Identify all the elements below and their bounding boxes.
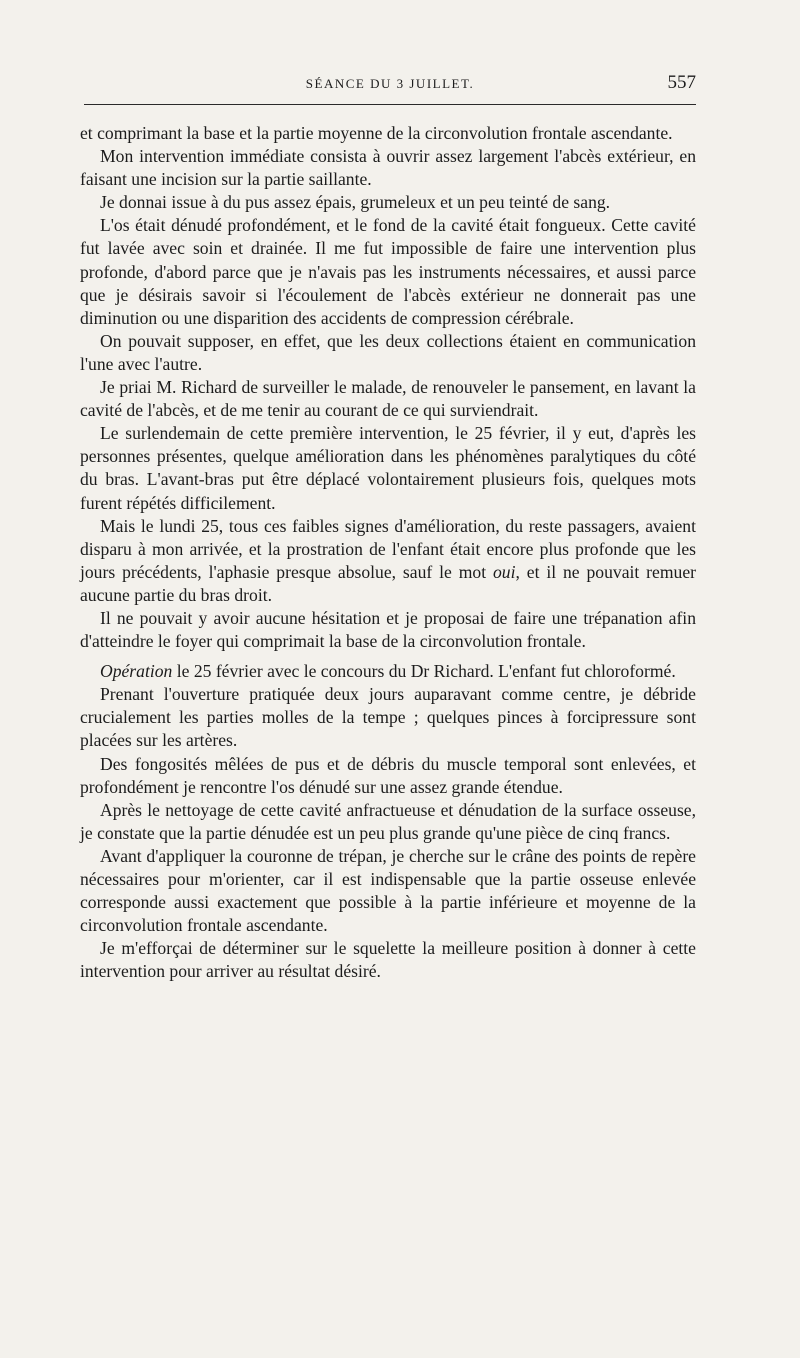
paragraph bbox=[80, 515, 696, 607]
paragraph-text: , et il ne pouvait remuer aucune partie du bras droit. bbox=[80, 561, 696, 605]
paragraph bbox=[80, 660, 696, 683]
italic-lead: Opération bbox=[100, 661, 173, 682]
page-header bbox=[80, 70, 700, 100]
paragraph: Le surlendemain de cette première intervention, le 25 février, il y eut, d'après les personnes présentes, quelque amélioration dans les phénomènes paralytiques du côté du bras. L'avant-bras put être déplacé volontairement plusieurs fois, quelques mots furent répétés difficilement. bbox=[80, 423, 696, 513]
paragraph: et comprimant la base et la partie moyenne de la circonvolution frontale ascendante. bbox=[80, 123, 673, 143]
page-number: 557 bbox=[667, 72, 696, 93]
paragraph-text: Mais le lundi 25, tous ces faibles signes d'amélioration, du reste passagers, avaient disparu à mon arrivée, et la prostration de l'enfant était encore plus profonde que les jours précédents, l'aphasie presque absolue, sauf le mot bbox=[80, 515, 696, 582]
paragraph: On pouvait supposer, en effet, que les deux collections étaient en communication l'une avec l'autre. bbox=[80, 330, 696, 374]
paragraph: Prenant l'ouverture pratiquée deux jours auparavant comme centre, je débride crucialement les parties molles de la tempe ; quelques pinces à forcipressure sont placées sur les artères. bbox=[80, 684, 696, 751]
paragraph: L'os était dénudé profondément, et le fond de la cavité était fongueux. Cette cavité fut lavée avec soin et drainée. Il me fut impossible de faire une intervention plus profonde, d'abord parce que je n'avais pas les instruments nécessaires, et aussi parce que je désirais savoir si l'écoulement de l'abcès extérieur ne donnerait pas une diminution ou une disparition des accidents de compression cérébrale. bbox=[80, 215, 696, 328]
paragraph: Après le nettoyage de cette cavité anfractueuse et dénudation de la surface osseuse, je constate que la partie dénudée est un peu plus grande qu'une pièce de cinq francs. bbox=[80, 799, 696, 843]
paragraph-text: le 25 février avec le concours du Dr Richard. L'enfant fut chloroformé. bbox=[172, 661, 676, 682]
italic-word: oui bbox=[492, 561, 516, 582]
paragraph: Avant d'appliquer la couronne de trépan, je cherche sur le crâne des points de repère nécessaires pour m'orienter, car il est indispensable que la partie osseuse enlevée corresponde aussi exactement que possible à la partie inférieure et moyenne de la circonvolution frontale ascendante. bbox=[80, 845, 696, 936]
paragraph: Je priai M. Richard de surveiller le malade, de renouveler le pansement, en lavant la cavité de l'abcès, et de me tenir au courant de ce qui surviendrait. bbox=[80, 377, 696, 421]
paragraph: Mon intervention immédiate consista à ouvrir assez largement l'abcès extérieur, en faisant une incision sur la partie saillante. bbox=[80, 146, 696, 190]
paragraph: Je donnai issue à du pus assez épais, grumeleux et un peu teinté de sang. bbox=[100, 192, 611, 213]
running-title: SÉANCE DU 3 JUILLET. bbox=[305, 76, 475, 91]
paragraph: Je m'efforçai de déterminer sur le squelette la meilleure position à donner à cette intervention pour arriver au résultat désiré. bbox=[80, 938, 696, 982]
body-text bbox=[80, 122, 696, 983]
paragraph: Des fongosités mêlées de pus et de débris du muscle temporal sont enlevées, et profondément je rencontre l'os dénudé sur une assez grande étendue. bbox=[80, 753, 696, 797]
paragraph: Il ne pouvait y avoir aucune hésitation et je proposai de faire une trépanation afin d'atteindre le foyer qui comprimait la base de la circonvolution frontale. bbox=[80, 607, 696, 652]
header-rule bbox=[84, 104, 696, 105]
